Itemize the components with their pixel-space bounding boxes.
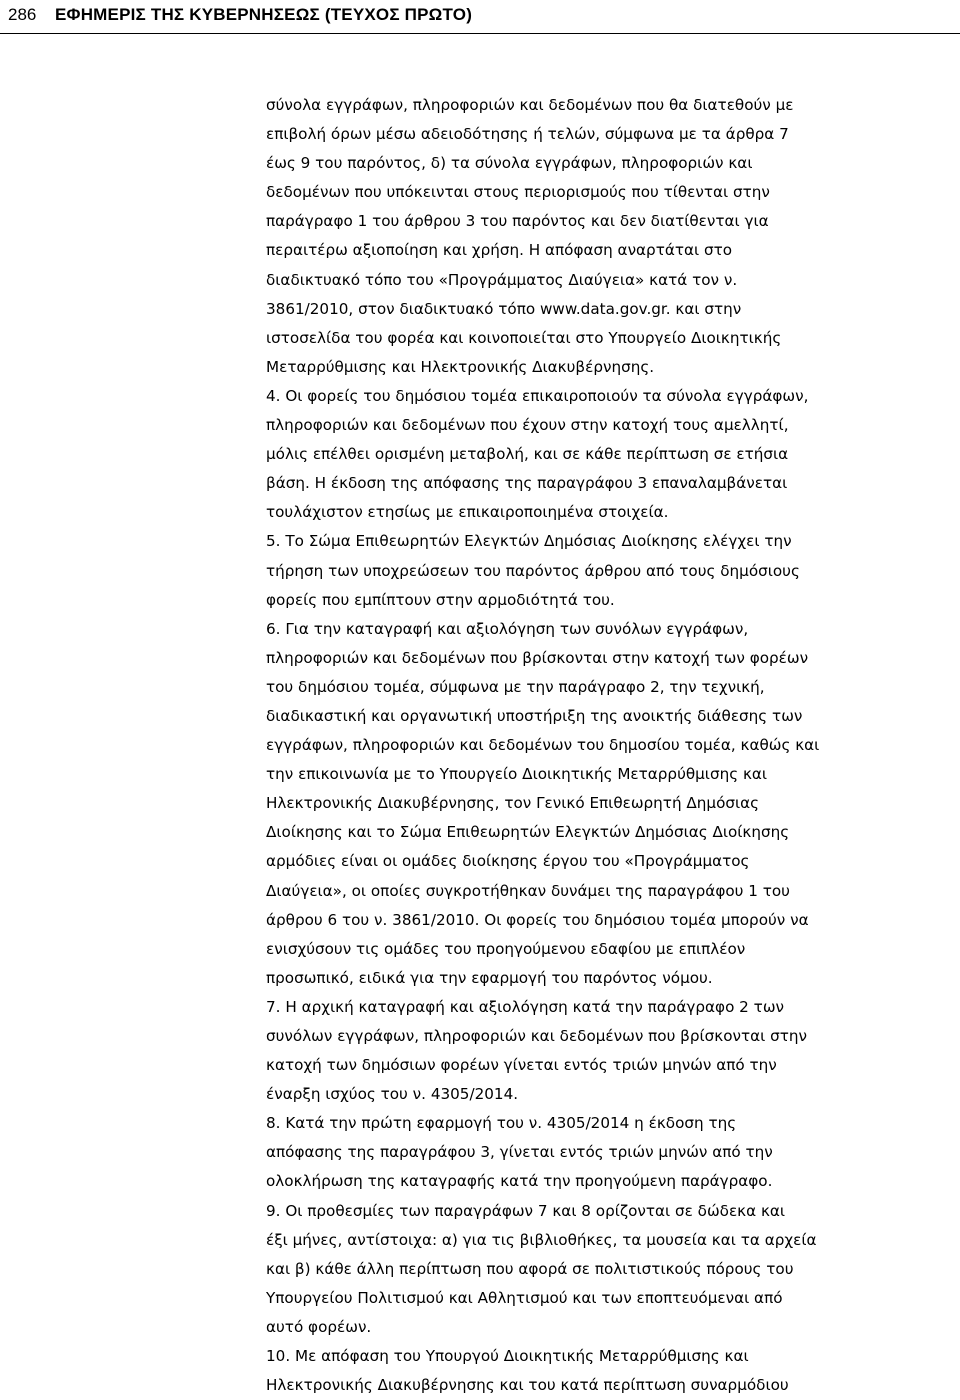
text-line: έξι μήνες, αντίστοιχα: α) για τις βιβλιοθήκες, τα μουσεία και τα αρχεία [266,1230,817,1249]
text-line: βάση. Η έκδοση της απόφασης της παραγράφου 3 επαναλαμβάνεται [266,474,788,493]
text-line: 4. Οι φορείς του δημόσιου τομέα επικαιροποιούν τα σύνολα εγγράφων, [266,386,809,405]
text-line: Μεταρρύθμισης και Ηλεκτρονικής Διακυβέρνησης. [266,357,655,376]
text-line: απόφασης της παραγράφου 3, γίνεται εντός τριών μηνών από την [266,1143,773,1162]
text-line: 3861/2010, στον διαδικτυακό τόπο www.data.gov.gr. και στην [266,299,742,318]
text-line: τουλάχιστον ετησίως με επικαιροποιημένα στοιχεία. [266,503,669,522]
text-line: ενισχύσουν τις ομάδες του προηγούμενου εδαφίου με επιπλέον [266,939,746,958]
text-line: δεδομένων που υπόκεινται στους περιορισμούς που τίθενται στην [266,183,770,202]
text-line: προσωπικό, ειδικά για την εφαρμογή του παρόντος νόμου. [266,968,713,987]
text-line: Ηλεκτρονικής Διακυβέρνησης και του κατά περίπτωση συναρμόδιου [266,1376,789,1395]
text-line: ολοκλήρωση της καταγραφής κατά την προηγούμενη παράγραφο. [266,1172,773,1191]
text-line: Διοίκησης και το Σώμα Επιθεωρητών Ελεγκτών Δημόσιας Διοίκησης [266,823,790,842]
text-line: Διαύγεια», οι οποίες συγκροτήθηκαν δυνάμει της παραγράφου 1 του [266,881,790,900]
text-line: σύνολα εγγράφων, πληροφοριών και δεδομένων που θα διατεθούν με [266,96,794,114]
text-line: τήρηση των υποχρεώσεων του παρόντος άρθρου από τους δημόσιους [266,561,800,580]
text-line: κατοχή των δημόσιων φορέων γίνεται εντός τριών μηνών από την [266,1056,777,1075]
text-line: την επικοινωνία με το Υπουργείο Διοικητικής Μεταρρύθμισης και [266,765,768,784]
text-line: διαδικαστική και οργανωτική υποστήριξη της ανοικτής διάθεσης των [266,706,803,725]
text-line: παράγραφο 1 του άρθρου 3 του παρόντος και δεν διατίθενται για [266,212,769,231]
text-line: περαιτέρω αξιοποίηση και χρήση. Η απόφαση αναρτάται στο [266,241,733,260]
text-line: συνόλων εγγράφων, πληροφοριών και δεδομένων που βρίσκονται στην [266,1027,808,1045]
text-line: διαδικτυακό τόπο του «Προγράμματος Διαύγεια» κατά τον ν. [266,270,738,289]
text-line: φορείς που εμπίπτουν στην αρμοδιότητά του. [266,590,615,609]
text-line: 5. Το Σώμα Επιθεωρητών Ελεγκτών Δημόσιας Διοίκησης ελέγχει την [266,532,792,551]
text-line: έναρξη ισχύος του ν. 4305/2014. [266,1085,519,1104]
text-line: επιβολή όρων μέσω αδειοδότησης ή τελών, σύμφωνα με τα άρθρα 7 [266,125,789,144]
text-line: άρθρου 6 του ν. 3861/2010. Οι φορείς του δημόσιου τομέα μπορούν να [266,910,809,929]
text-line: εγγράφων, πληροφοριών και δεδομένων του δημοσίου τομέα, καθώς και [266,736,820,755]
text-line: αυτό φορέων. [266,1317,372,1336]
text-line: 6. Για την καταγραφή και αξιολόγηση των συνόλων εγγράφων, [266,619,749,638]
text-line: μόλις επέλθει ορισμένη μεταβολή, και σε κάθε περίπτωση σε ετήσια [266,445,789,464]
text-line: 9. Οι προθεσμίες των παραγράφων 7 και 8 ορίζονται σε δώδεκα και [266,1201,786,1220]
text-line: αρμόδιες είναι οι ομάδες διοίκησης έργου του «Προγράμματος [266,852,750,871]
header-rule [0,33,960,34]
page-number: 286 [8,5,37,24]
text-line: Υπουργείου Πολιτισμού και Αθλητισμού και των εποπτευόμεναι από [266,1288,783,1307]
text-line: 8. Κατά την πρώτη εφαρμογή του ν. 4305/2014 η έκδοση της [266,1114,737,1133]
body-text [266,91,938,1400]
text-line: Ηλεκτρονικής Διακυβέρνησης, τον Γενικό Επιθεωρητή Δημόσιας [266,794,760,813]
page-header [0,0,960,34]
text-line: έως 9 του παρόντος, δ) τα σύνολα εγγράφων, πληροφοριών και [266,154,753,173]
text-line: 10. Με απόφαση του Υπουργού Διοικητικής Μεταρρύθμισης και [266,1347,749,1366]
text-line: πληροφοριών και δεδομένων που βρίσκονται στην κατοχή των φορέων [266,648,809,667]
running-title: ΕΦΗΜΕΡΙΣ ΤΗΣ ΚΥΒΕΡΝΗΣΕΩΣ (ΤΕΥΧΟΣ ΠΡΩΤΟ) [55,5,473,24]
text-line: ιστοσελίδα του φορέα και κοινοποιείται στο Υπουργείο Διοικητικής [266,328,782,347]
text-line: του δημόσιου τομέα, σύμφωνα με την παράγραφο 2, την τεχνική, [266,677,765,696]
text-line: πληροφοριών και δεδομένων που έχουν στην κατοχή τους αμελλητί, [266,416,789,435]
text-line: και β) κάθε άλλη περίπτωση που αφορά σε πολιτιστικούς πόρους του [266,1259,794,1278]
text-line: 7. Η αρχική καταγραφή και αξιολόγηση κατά την παράγραφο 2 των [266,997,785,1016]
